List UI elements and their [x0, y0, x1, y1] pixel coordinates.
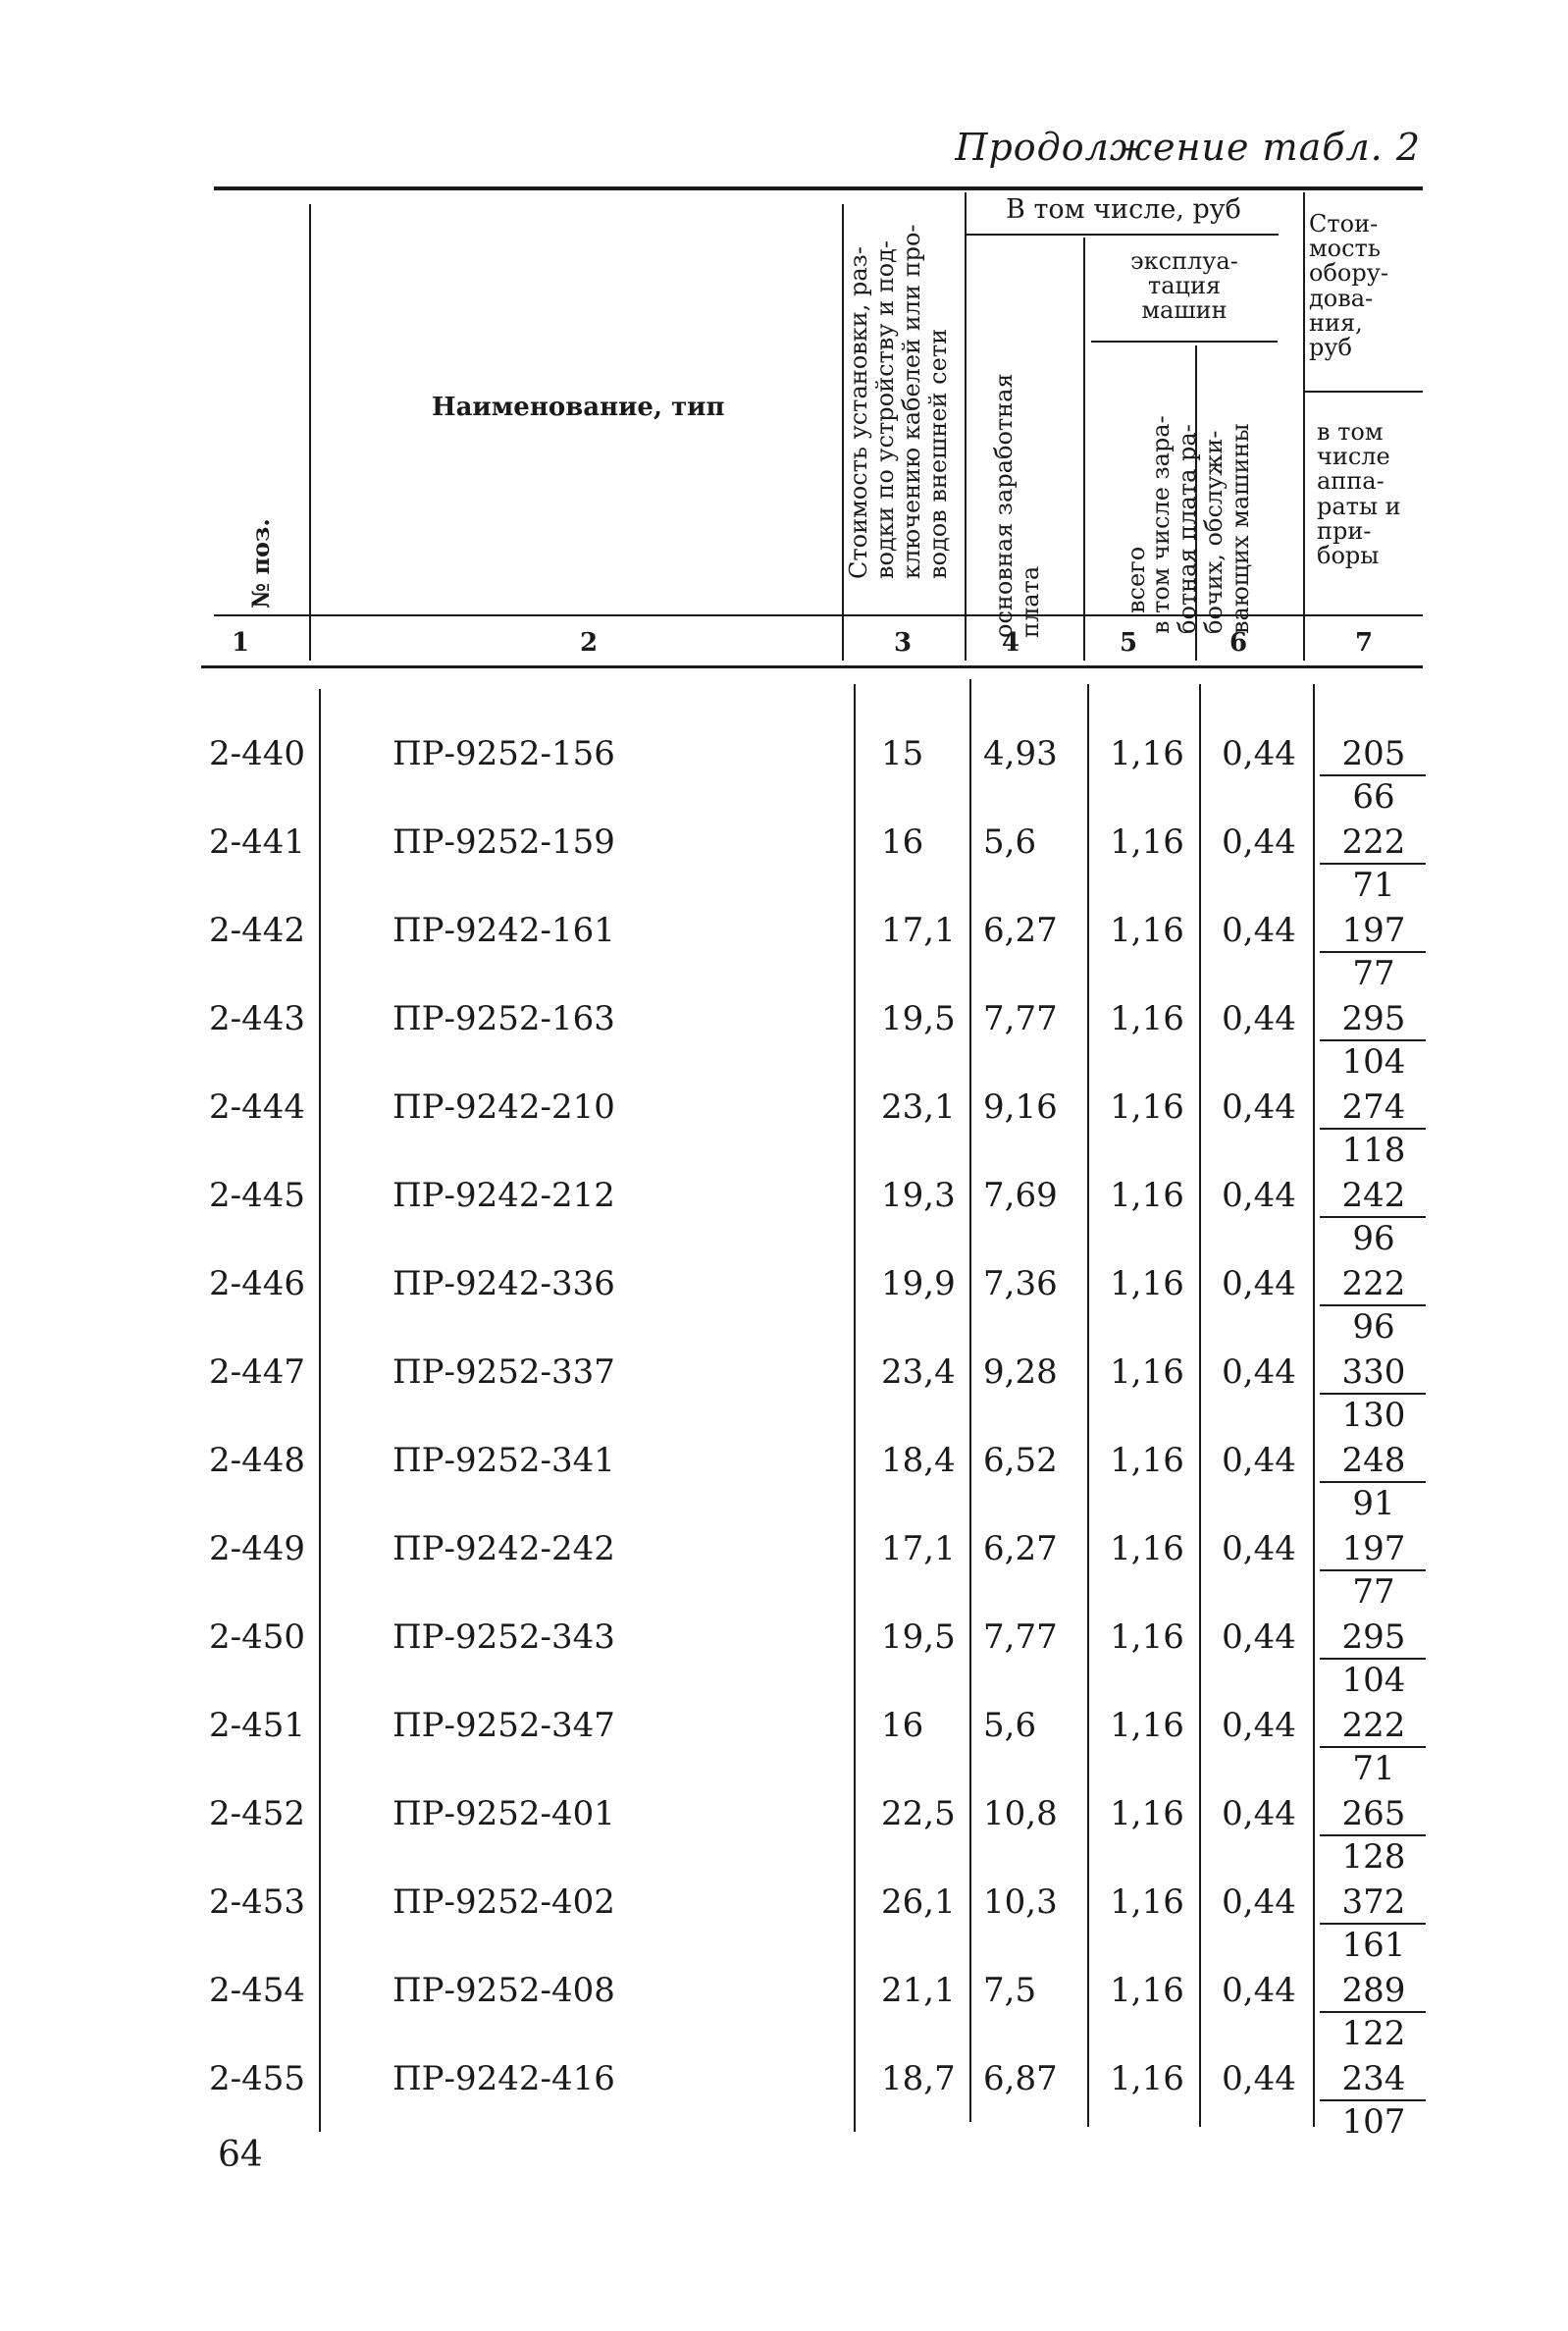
row-apparatus-cost: 128: [1341, 1837, 1406, 1877]
row-pos: 2-449: [208, 1529, 305, 1568]
row-pos: 2-453: [208, 1882, 305, 1922]
row-wage: 9,16: [983, 1087, 1058, 1127]
row-equipment-cost: 222: [1341, 1264, 1406, 1303]
row-machine-total: 1,16: [1110, 1087, 1184, 1127]
row-machine-total: 1,16: [1110, 2059, 1184, 2098]
row-apparatus-cost: 161: [1341, 1926, 1406, 1965]
row-wage: 7,77: [983, 1617, 1058, 1657]
row-install-cost: 26,1: [881, 1882, 956, 1922]
row-equipment-cost: 248: [1341, 1441, 1406, 1480]
fraction-rule: [1320, 1128, 1426, 1130]
row-wage: 6,52: [983, 1441, 1058, 1480]
row-install-cost: 21,1: [881, 1971, 956, 2010]
row-equipment-cost: 295: [1341, 1617, 1406, 1657]
fraction-rule: [1320, 2099, 1426, 2101]
row-install-cost: 18,4: [881, 1441, 956, 1480]
row-name: ПР-9252-408: [392, 1971, 615, 2010]
row-apparatus-cost: 91: [1352, 1484, 1395, 1523]
fraction-rule: [1320, 1039, 1426, 1041]
fraction-rule: [1320, 1569, 1426, 1571]
fraction-rule: [1320, 951, 1426, 953]
row-machine-wage: 0,44: [1222, 822, 1296, 862]
colnum-4: 4: [1001, 628, 1020, 658]
row-equipment-cost: 197: [1341, 1529, 1406, 1568]
body-vline-2: [854, 684, 856, 2132]
row-equipment-cost: 205: [1341, 734, 1406, 773]
row-machine-wage: 0,44: [1222, 2059, 1296, 2098]
row-equipment-cost: 372: [1341, 1882, 1406, 1922]
row-name: ПР-9252-341: [392, 1441, 615, 1480]
row-machine-total: 1,16: [1110, 1352, 1184, 1392]
row-equipment-cost: 222: [1341, 822, 1406, 862]
row-name: ПР-9252-401: [392, 1794, 615, 1833]
header-exploitation: эксплуа- тация машин: [1130, 247, 1238, 325]
row-name: ПР-9252-402: [392, 1882, 615, 1922]
row-machine-wage: 0,44: [1222, 1794, 1296, 1833]
row-machine-total: 1,16: [1110, 1794, 1184, 1833]
row-name: ПР-9252-343: [392, 1617, 615, 1657]
row-machine-wage: 0,44: [1222, 1264, 1296, 1303]
colnum-2: 2: [579, 628, 599, 658]
row-wage: 10,8: [983, 1794, 1058, 1833]
colnum-3: 3: [893, 628, 913, 658]
header-vline-6: [1303, 192, 1305, 661]
row-machine-wage: 0,44: [1222, 1971, 1296, 2010]
row-wage: 10,3: [983, 1882, 1058, 1922]
row-apparatus-cost: 118: [1341, 1131, 1406, 1170]
row-apparatus-cost: 71: [1352, 1749, 1395, 1788]
row-name: ПР-9252-159: [392, 822, 615, 862]
row-wage: 5,6: [983, 1706, 1037, 1745]
row-apparatus-cost: 77: [1352, 954, 1395, 993]
header-vline-4: [1083, 238, 1085, 661]
row-name: ПР-9242-416: [392, 2059, 615, 2098]
row-apparatus-cost: 104: [1341, 1042, 1406, 1082]
header-col1: № поз.: [246, 518, 275, 609]
row-pos: 2-451: [208, 1706, 305, 1745]
header-vline-2: [842, 204, 844, 661]
row-pos: 2-448: [208, 1441, 305, 1480]
row-install-cost: 16: [881, 1706, 924, 1745]
header-col2: Наименование, тип: [432, 393, 725, 422]
row-install-cost: 19,9: [881, 1264, 956, 1303]
col7-split-rule: [1305, 391, 1423, 393]
row-pos: 2-450: [208, 1617, 305, 1657]
row-equipment-cost: 330: [1341, 1352, 1406, 1392]
row-pos: 2-454: [208, 1971, 305, 2010]
row-install-cost: 19,5: [881, 1617, 956, 1657]
header-col5: всего: [1123, 546, 1150, 613]
row-equipment-cost: 265: [1341, 1794, 1406, 1833]
row-install-cost: 15: [881, 734, 924, 773]
header-col7-top: Стои- мость обору- дова- ния, руб: [1309, 210, 1388, 361]
page-number: 64: [218, 2135, 263, 2175]
row-equipment-cost: 295: [1341, 999, 1406, 1038]
row-machine-total: 1,16: [1110, 734, 1184, 773]
body-vline-6: [1313, 684, 1315, 2127]
row-install-cost: 23,4: [881, 1352, 956, 1392]
row-apparatus-cost: 96: [1352, 1307, 1395, 1347]
row-apparatus-cost: 66: [1352, 777, 1395, 817]
row-machine-wage: 0,44: [1222, 734, 1296, 773]
row-equipment-cost: 234: [1341, 2059, 1406, 2098]
row-name: ПР-9242-336: [392, 1264, 615, 1303]
row-apparatus-cost: 104: [1341, 1661, 1406, 1700]
fraction-rule: [1320, 774, 1426, 776]
fraction-rule: [1320, 1304, 1426, 1306]
header-vline-3: [965, 192, 967, 661]
row-wage: 9,28: [983, 1352, 1058, 1392]
row-pos: 2-455: [208, 2059, 305, 2098]
row-machine-total: 1,16: [1110, 1971, 1184, 2010]
row-apparatus-cost: 96: [1352, 1219, 1395, 1258]
row-machine-total: 1,16: [1110, 1176, 1184, 1215]
fraction-rule: [1320, 1393, 1426, 1395]
row-machine-total: 1,16: [1110, 1882, 1184, 1922]
row-pos: 2-442: [208, 911, 305, 950]
row-install-cost: 22,5: [881, 1794, 956, 1833]
row-apparatus-cost: 107: [1341, 2102, 1406, 2142]
row-install-cost: 23,1: [881, 1087, 956, 1127]
header-top-rule: [214, 186, 1423, 190]
fraction-rule: [1320, 1923, 1426, 1925]
row-machine-wage: 0,44: [1222, 1352, 1296, 1392]
fraction-rule: [1320, 1216, 1426, 1218]
row-pos: 2-447: [208, 1352, 305, 1392]
fraction-rule: [1320, 1834, 1426, 1836]
row-wage: 7,5: [983, 1971, 1037, 2010]
row-name: ПР-9252-156: [392, 734, 615, 773]
row-name: ПР-9252-337: [392, 1352, 615, 1392]
exploitation-rule: [1091, 341, 1278, 343]
row-equipment-cost: 289: [1341, 1971, 1406, 2010]
row-wage: 7,77: [983, 999, 1058, 1038]
row-wage: 7,69: [983, 1176, 1058, 1215]
fraction-rule: [1320, 1481, 1426, 1483]
row-equipment-cost: 242: [1341, 1176, 1406, 1215]
row-name: ПР-9242-212: [392, 1176, 615, 1215]
row-equipment-cost: 274: [1341, 1087, 1406, 1127]
header-col3: Стоимость установки, раз- водки по устройству и под- ключению кабелей или про- водов внешней сети: [845, 224, 952, 579]
row-equipment-cost: 197: [1341, 911, 1406, 950]
colnum-5: 5: [1119, 628, 1138, 658]
row-wage: 6,27: [983, 911, 1058, 950]
body-vline-1: [319, 689, 321, 2132]
row-apparatus-cost: 71: [1352, 866, 1395, 905]
row-machine-wage: 0,44: [1222, 1176, 1296, 1215]
header-bottom-rule: [201, 665, 1423, 668]
row-machine-total: 1,16: [1110, 1617, 1184, 1657]
row-install-cost: 19,3: [881, 1176, 956, 1215]
header-vline-1: [309, 204, 311, 661]
row-pos: 2-444: [208, 1087, 305, 1127]
row-machine-wage: 0,44: [1222, 911, 1296, 950]
header-col6: в том числе зара- ботная плата ра- бочих, обслужи- вающих машины: [1147, 415, 1254, 634]
row-machine-total: 1,16: [1110, 1706, 1184, 1745]
row-wage: 5,6: [983, 822, 1037, 862]
header-col4: основная заработная плата: [990, 373, 1044, 638]
row-apparatus-cost: 130: [1341, 1396, 1406, 1435]
row-install-cost: 18,7: [881, 2059, 956, 2098]
fraction-rule: [1320, 1658, 1426, 1660]
row-wage: 4,93: [983, 734, 1058, 773]
row-wage: 6,87: [983, 2059, 1058, 2098]
colnum-7: 7: [1354, 628, 1374, 658]
fraction-rule: [1320, 1746, 1426, 1748]
row-machine-total: 1,16: [1110, 1264, 1184, 1303]
row-pos: 2-440: [208, 734, 305, 773]
row-equipment-cost: 222: [1341, 1706, 1406, 1745]
row-machine-wage: 0,44: [1222, 1706, 1296, 1745]
row-install-cost: 19,5: [881, 999, 956, 1038]
row-machine-total: 1,16: [1110, 999, 1184, 1038]
row-install-cost: 16: [881, 822, 924, 862]
row-machine-wage: 0,44: [1222, 1529, 1296, 1568]
colnum-1: 1: [231, 628, 250, 658]
row-machine-total: 1,16: [1110, 911, 1184, 950]
row-apparatus-cost: 122: [1341, 2014, 1406, 2053]
header-incl-group: В том числе, руб: [1006, 194, 1241, 225]
table-caption: Продолжение табл. 2: [955, 126, 1421, 169]
row-machine-wage: 0,44: [1222, 1882, 1296, 1922]
fraction-rule: [1320, 863, 1426, 865]
row-machine-total: 1,16: [1110, 822, 1184, 862]
row-pos: 2-441: [208, 822, 305, 862]
fraction-rule: [1320, 2011, 1426, 2013]
row-name: ПР-9242-161: [392, 911, 615, 950]
row-pos: 2-443: [208, 999, 305, 1038]
row-machine-wage: 0,44: [1222, 1617, 1296, 1657]
row-name: ПР-9242-242: [392, 1529, 615, 1568]
row-name: ПР-9242-210: [392, 1087, 615, 1127]
row-pos: 2-446: [208, 1264, 305, 1303]
row-machine-total: 1,16: [1110, 1529, 1184, 1568]
colnum-6: 6: [1228, 628, 1248, 658]
row-machine-wage: 0,44: [1222, 999, 1296, 1038]
row-wage: 6,27: [983, 1529, 1058, 1568]
row-machine-total: 1,16: [1110, 1441, 1184, 1480]
row-apparatus-cost: 77: [1352, 1572, 1395, 1612]
row-machine-wage: 0,44: [1222, 1441, 1296, 1480]
row-name: ПР-9252-347: [392, 1706, 615, 1745]
row-install-cost: 17,1: [881, 1529, 956, 1568]
row-wage: 7,36: [983, 1264, 1058, 1303]
row-name: ПР-9252-163: [392, 999, 615, 1038]
row-pos: 2-445: [208, 1176, 305, 1215]
incl-group-rule: [965, 234, 1279, 236]
header-col7-bottom: в том числе аппа- раты и при- боры: [1317, 418, 1401, 569]
row-pos: 2-452: [208, 1794, 305, 1833]
row-machine-wage: 0,44: [1222, 1087, 1296, 1127]
row-install-cost: 17,1: [881, 911, 956, 950]
